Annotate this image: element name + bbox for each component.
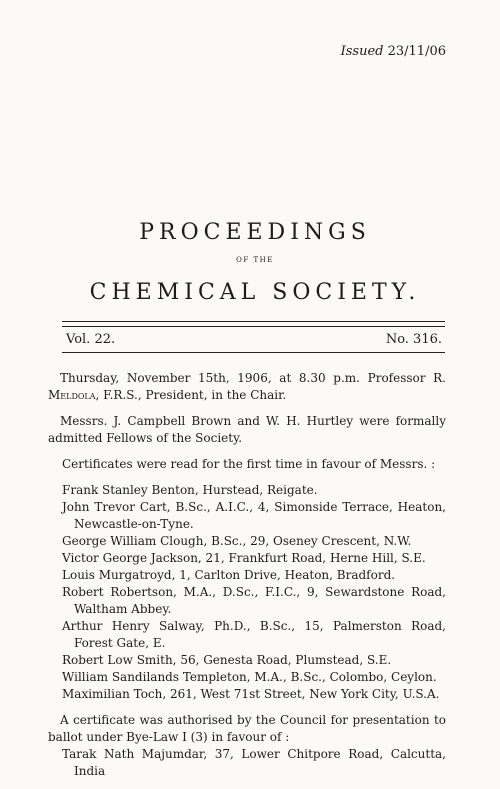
masthead-chemical-society: CHEMICAL SOCIETY. xyxy=(89,280,421,305)
list-item: William Sandilands Templeton, M.A., B.Sc., Colombo, Ceylon. xyxy=(62,670,437,684)
meeting-text-before: Thursday, November 15th, 1906, at 8.30 p.m. Professor R. xyxy=(60,371,446,385)
ballot-paragraph: A certificate was authorised by the Council for presentation to ballot under Bye-Law I (3) in favour of : xyxy=(48,713,446,744)
candidate-list xyxy=(62,482,446,703)
issued-label: Issued xyxy=(340,44,384,59)
meeting-paragraph xyxy=(48,370,446,404)
list-item: Arthur Henry Salway, Ph.D., B.Sc., 15, Palmerston Road, Forest Gate, E. xyxy=(62,619,446,650)
masthead-of-the: OF THE xyxy=(236,256,274,264)
issue-number: No. 316. xyxy=(385,332,442,347)
list-item: Louis Murgatroyd, 1, Carlton Drive, Heaton, Bradford. xyxy=(62,568,396,582)
meeting-text-after: , F.R.S., President, in the Chair. xyxy=(95,388,287,402)
volume-number: Vol. 22. xyxy=(66,332,116,347)
masthead-proceedings: PROCEEDINGS xyxy=(139,220,371,245)
issued-stamp xyxy=(341,44,446,59)
list-item: Maximilian Toch, 261, West 71st Street, New York City, U.S.A. xyxy=(62,687,440,701)
certificates-intro: Certificates were read for the first time in favour of Messrs. : xyxy=(62,457,436,471)
list-item: Robert Robertson, M.A., D.Sc., F.I.C., 9, Sewardstone Road, Waltham Abbey. xyxy=(62,585,446,616)
list-item: John Trevor Cart, B.Sc., A.I.C., 4, Simonside Terrace, Heaton, Newcastle-on-Tyne. xyxy=(62,500,446,531)
issued-date: 23/11/06 xyxy=(387,44,446,59)
top-rule xyxy=(62,321,445,322)
list-item: George William Clough, B.Sc., 29, Oseney Crescent, N.W. xyxy=(62,534,412,548)
ballot-candidate: Tarak Nath Majumdar, 37, Lower Chitpore Road, Calcutta, India xyxy=(62,747,446,778)
proceedings-body xyxy=(48,370,446,789)
bottom-rule xyxy=(62,352,445,353)
admitted-paragraph: Messrs. J. Campbell Brown and W. H. Hurtley were formally admitted Fellows of the Society. xyxy=(48,414,446,445)
list-item: Frank Stanley Benton, Hurstead, Reigate. xyxy=(62,483,318,497)
top-rule-double xyxy=(62,326,445,327)
chair-name: Meldola xyxy=(48,388,96,402)
list-item: Victor George Jackson, 21, Frankfurt Road, Herne Hill, S.E. xyxy=(62,551,426,565)
list-item: Robert Low Smith, 56, Genesta Road, Plumstead, S.E. xyxy=(62,653,392,667)
ballot-list xyxy=(62,746,446,780)
